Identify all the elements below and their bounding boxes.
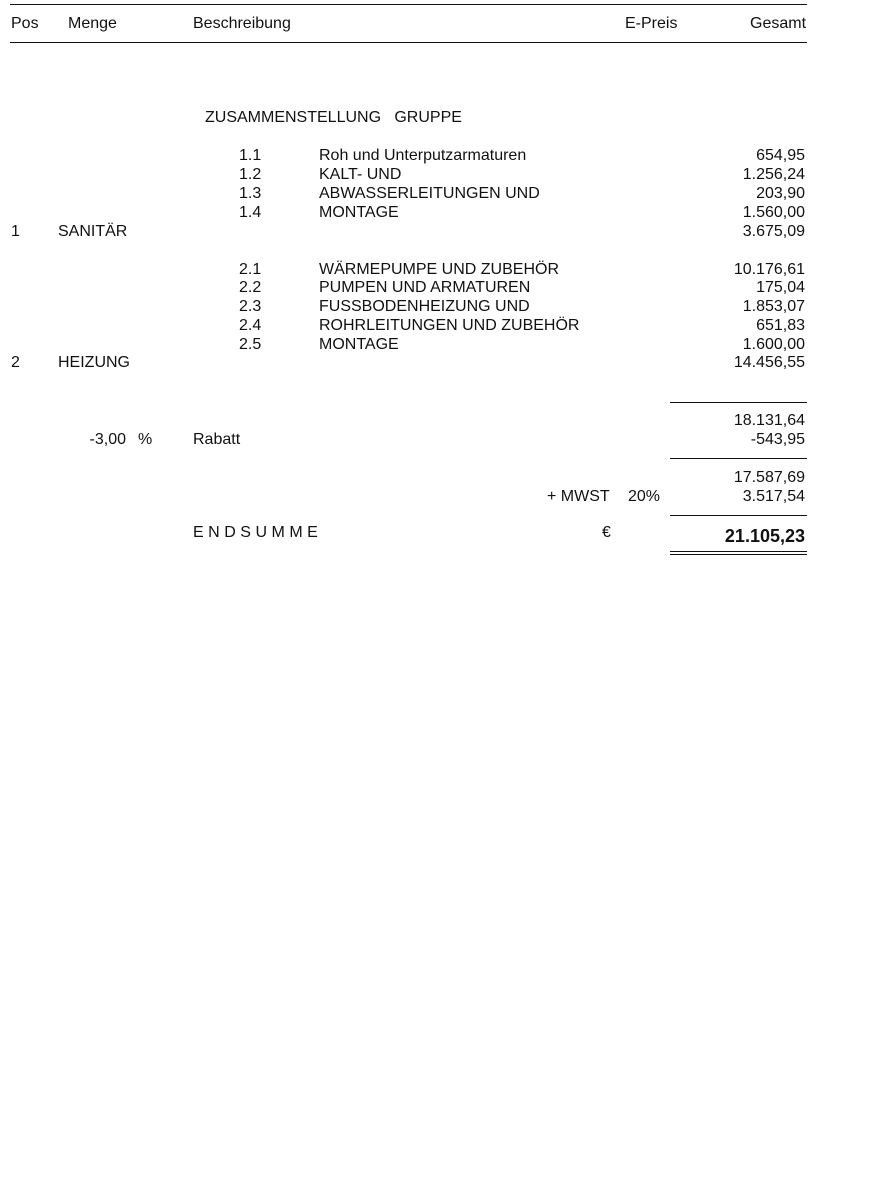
item-amount: 203,90 (756, 185, 805, 202)
item-num: 2.4 (239, 317, 262, 334)
item-description: MONTAGE (319, 336, 399, 353)
discount-amount: -543,95 (750, 431, 805, 448)
item-amount: 175,04 (756, 279, 805, 296)
item-num: 1.1 (239, 147, 262, 164)
item-num: 2.3 (239, 298, 262, 315)
item-amount: 10.176,61 (733, 261, 805, 278)
col-header-epreis: E-Preis (625, 15, 678, 32)
item-num: 2.1 (239, 261, 262, 278)
item-amount: 1.560,00 (742, 204, 805, 221)
item-description: KALT- UND (319, 166, 402, 183)
subtotal-amount: 18.131,64 (733, 412, 805, 429)
item-num: 1.2 (239, 166, 262, 183)
item-description: Roh und Unterputzarmaturen (319, 147, 527, 164)
endsum-double-rule-1 (670, 551, 807, 552)
item-description: PUMPEN UND ARMATUREN (319, 279, 531, 296)
group-total: 3.675,09 (742, 223, 805, 240)
endsum-top-rule (670, 515, 807, 516)
item-amount: 651,83 (756, 317, 805, 334)
group-pos: 2 (11, 354, 20, 371)
item-amount: 1.600,00 (742, 336, 805, 353)
endsum-total: 21.105,23 (724, 526, 805, 546)
item-num: 2.2 (239, 279, 262, 296)
item-amount: 1.256,24 (742, 166, 805, 183)
vat-amount: 3.517,54 (742, 488, 805, 505)
header-bottom-rule (10, 42, 807, 43)
item-num: 1.3 (239, 185, 262, 202)
col-header-pos: Pos (11, 15, 39, 32)
vat-label: + MWST (547, 488, 610, 505)
discount-percent-sign: % (138, 431, 153, 448)
net-amount: 17.587,69 (733, 469, 805, 486)
group-name: HEIZUNG (58, 354, 130, 371)
endsum-double-rule-2 (670, 554, 807, 555)
col-header-beschreibung: Beschreibung (193, 15, 291, 32)
item-num: 2.5 (239, 336, 262, 353)
item-description: ABWASSERLEITUNGEN UND (319, 185, 540, 202)
item-description: WÄRMEPUMPE UND ZUBEHÖR (319, 261, 560, 278)
endsum-currency: € (602, 524, 611, 541)
group-name: SANITÄR (58, 223, 128, 240)
header-top-rule (10, 4, 807, 5)
discount-percent: -3,00 (89, 431, 126, 448)
endsum-label: ENDSUMME (193, 524, 323, 541)
item-description: ROHRLEITUNGEN UND ZUBEHÖR (319, 317, 580, 334)
col-header-menge: Menge (68, 15, 117, 32)
item-description: MONTAGE (319, 204, 399, 221)
group-total: 14.456,55 (733, 354, 805, 371)
item-amount: 654,95 (756, 147, 805, 164)
section-title: ZUSAMMENSTELLUNG GRUPPE (205, 109, 462, 126)
col-header-gesamt: Gesamt (750, 15, 807, 32)
item-amount: 1.853,07 (742, 298, 805, 315)
item-description: FUSSBODENHEIZUNG UND (319, 298, 530, 315)
vat-rate: 20% (628, 488, 661, 505)
item-num: 1.4 (239, 204, 262, 221)
group-pos: 1 (11, 223, 20, 240)
subtotal-rule (670, 402, 807, 403)
discount-label: Rabatt (193, 431, 241, 448)
net-rule (670, 458, 807, 459)
